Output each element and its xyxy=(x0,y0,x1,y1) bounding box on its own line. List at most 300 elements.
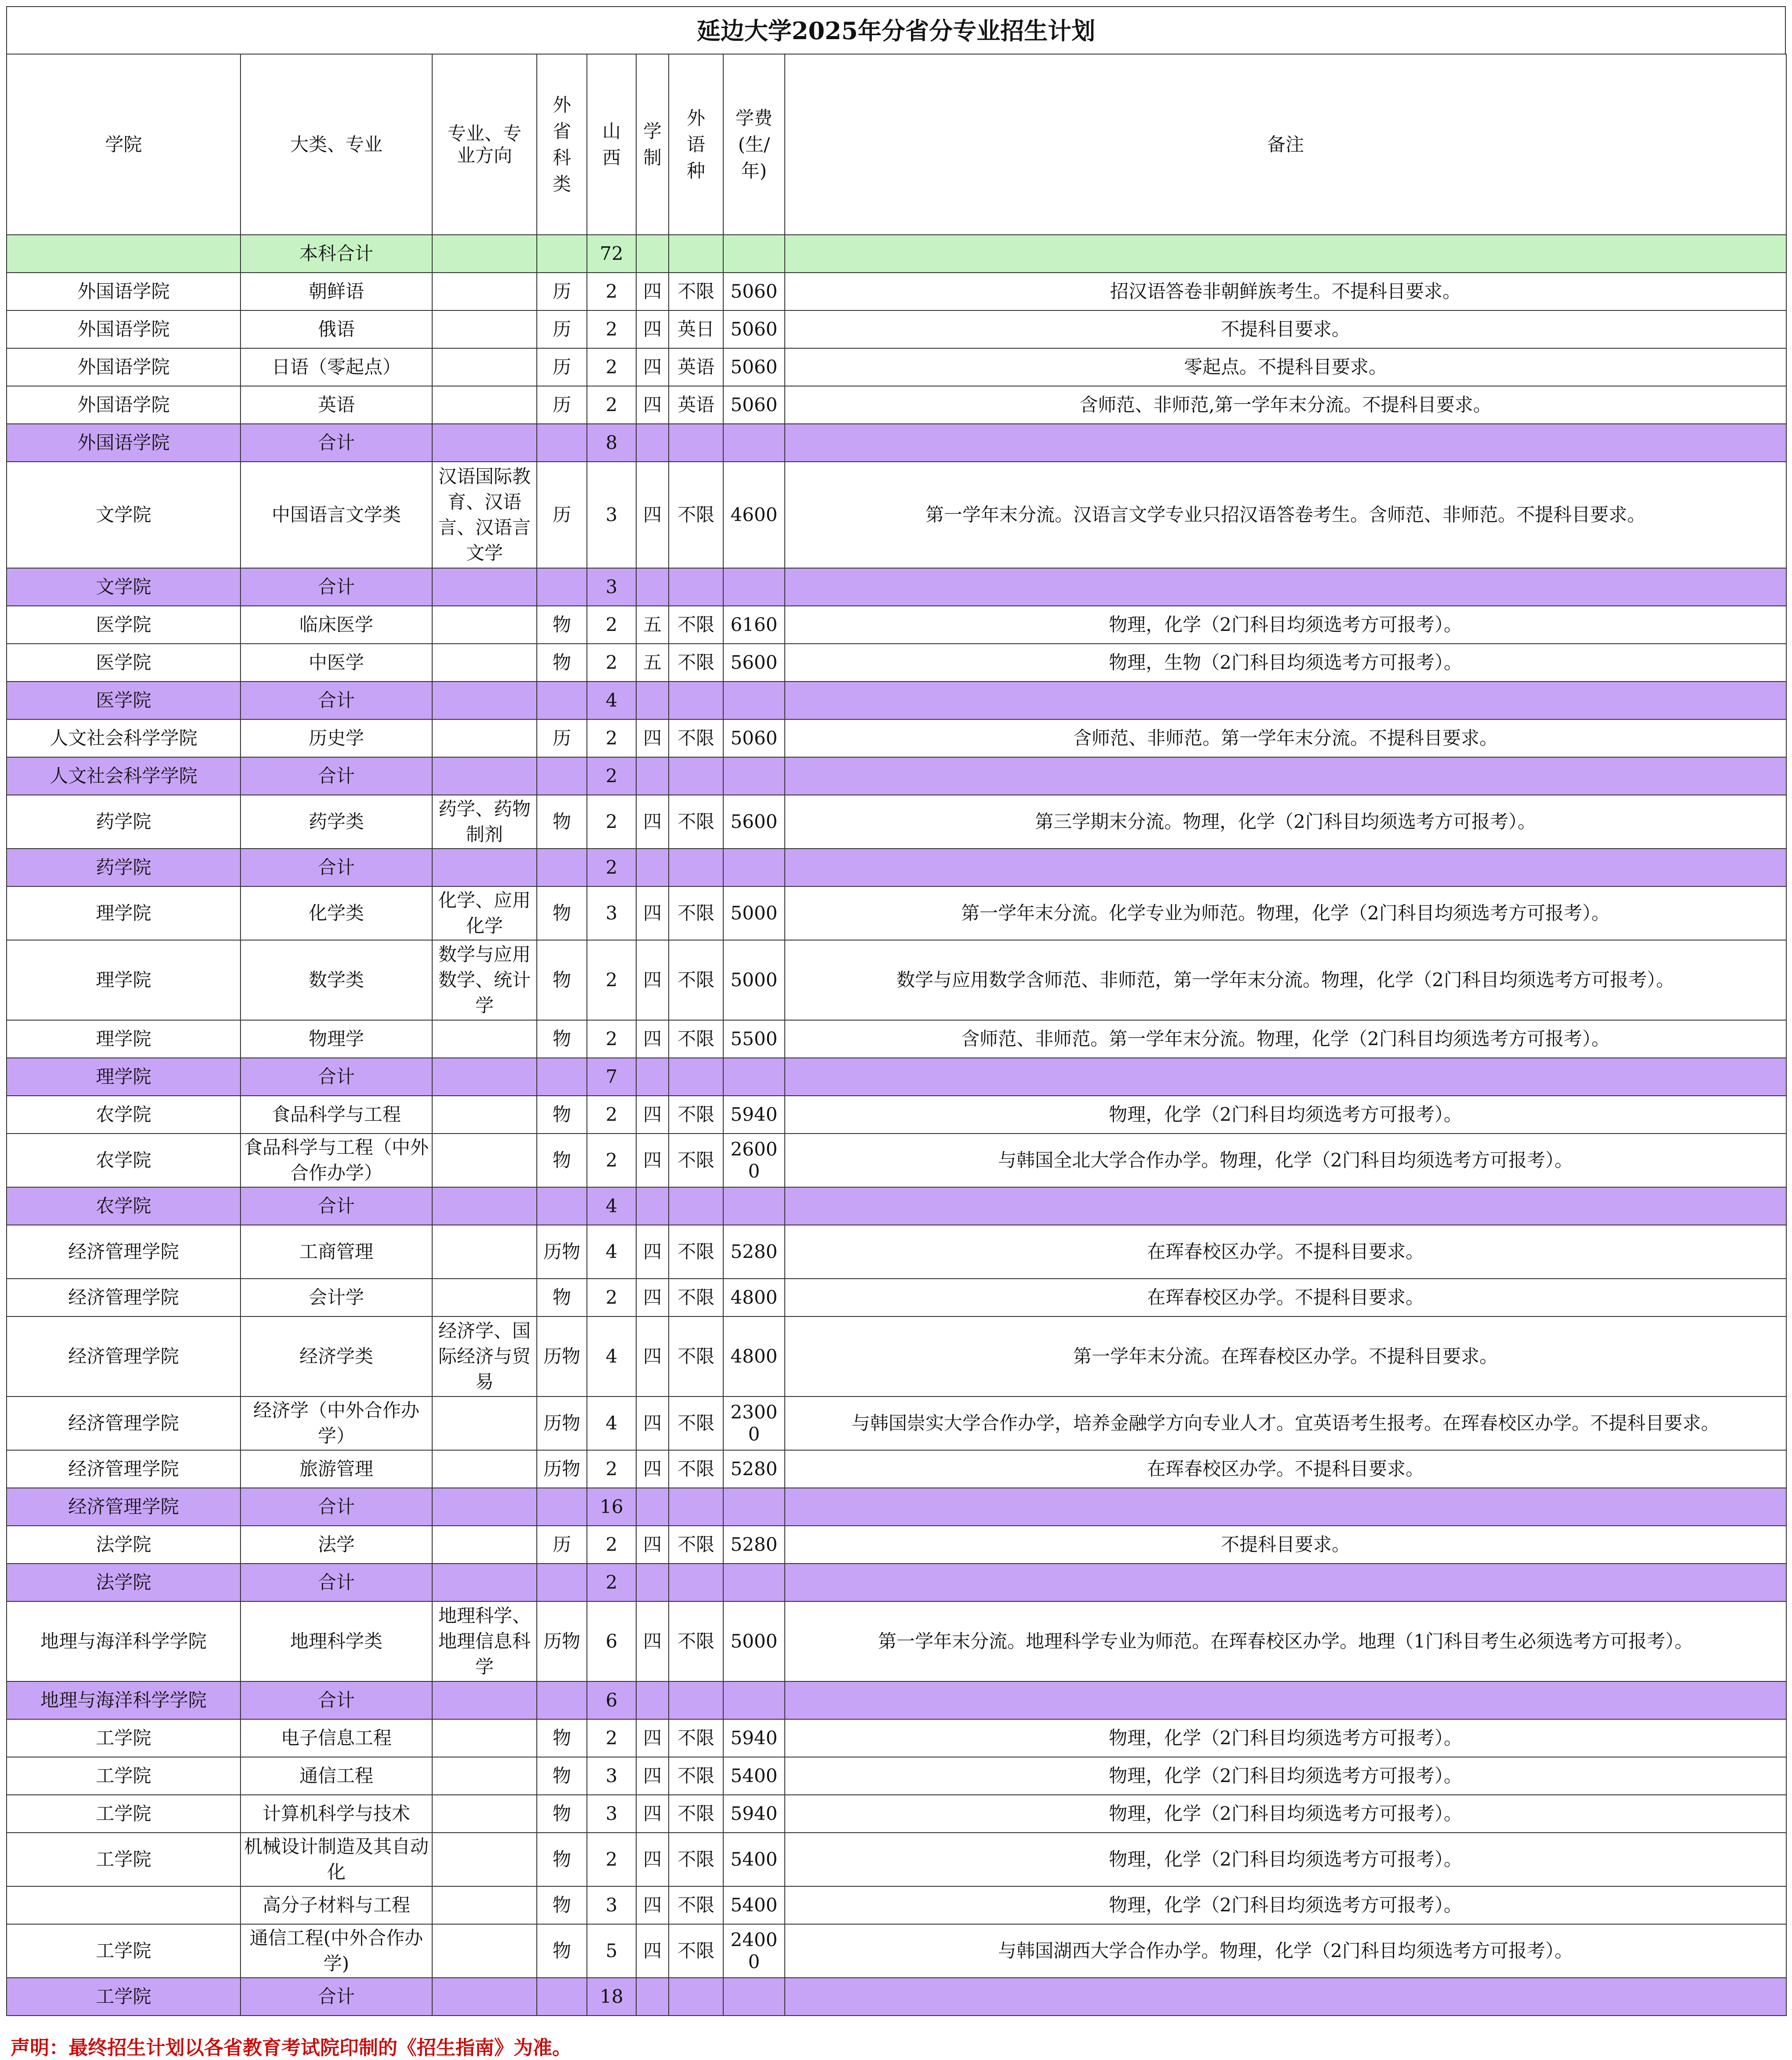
major-cell: 朝鲜语 xyxy=(240,273,432,310)
table-row xyxy=(7,1396,1786,1450)
major-cell: 通信工程 xyxy=(240,1757,432,1795)
direction-cell: 数学与应用数学、统计学 xyxy=(432,940,537,1020)
direction-cell xyxy=(432,568,537,606)
category-cell: 历物 xyxy=(537,1225,587,1279)
language-cell xyxy=(669,1681,723,1719)
shanxi-quota-cell: 2 xyxy=(587,849,636,886)
table-row xyxy=(7,886,1786,940)
remarks-cell: 物理，化学（2门科目均须选考方可报考）。 xyxy=(785,1096,1786,1134)
tuition-cell: 4800 xyxy=(723,1279,785,1316)
college-cell: 经济管理学院 xyxy=(7,1450,240,1488)
college-total-row xyxy=(7,424,1786,462)
college-cell: 文学院 xyxy=(7,568,240,606)
tuition-cell xyxy=(723,1681,785,1719)
remarks-cell: 物理，化学（2门科目均须选考方可报考）。 xyxy=(785,1757,1786,1795)
shanxi-quota-cell: 72 xyxy=(587,235,636,273)
tuition-cell xyxy=(723,1564,785,1601)
major-cell: 合计 xyxy=(240,1564,432,1601)
language-cell: 不限 xyxy=(669,644,723,682)
tuition-cell xyxy=(723,424,785,462)
tuition-cell: 4800 xyxy=(723,1316,785,1396)
tuition-cell: 5940 xyxy=(723,1795,785,1833)
table-row xyxy=(7,462,1786,568)
tuition-cell: 5600 xyxy=(723,644,785,682)
shanxi-quota-cell: 16 xyxy=(587,1488,636,1526)
language-cell xyxy=(669,1187,723,1225)
shanxi-quota-cell: 2 xyxy=(587,1719,636,1757)
shanxi-quota-cell: 18 xyxy=(587,1978,636,2016)
direction-cell xyxy=(432,1978,537,2016)
remarks-cell: 在珲春校区办学。不提科目要求。 xyxy=(785,1279,1786,1316)
major-cell: 合计 xyxy=(240,1187,432,1225)
college-cell: 经济管理学院 xyxy=(7,1225,240,1279)
shanxi-quota-cell: 3 xyxy=(587,462,636,568)
shanxi-quota-cell: 2 xyxy=(587,757,636,795)
duration-cell: 四 xyxy=(636,1396,669,1450)
direction-cell xyxy=(432,1096,537,1134)
duration-cell: 四 xyxy=(636,1886,669,1924)
direction-cell xyxy=(432,1719,537,1757)
language-cell: 不限 xyxy=(669,1924,723,1978)
tuition-cell xyxy=(723,757,785,795)
direction-cell xyxy=(432,644,537,682)
category-cell: 物 xyxy=(537,886,587,940)
direction-cell xyxy=(432,1279,537,1316)
duration-cell: 五 xyxy=(636,644,669,682)
shanxi-quota-cell: 2 xyxy=(587,940,636,1020)
major-cell: 物理学 xyxy=(240,1020,432,1058)
college-cell: 经济管理学院 xyxy=(7,1316,240,1396)
direction-cell xyxy=(432,273,537,310)
category-cell: 物 xyxy=(537,1833,587,1886)
shanxi-quota-cell: 2 xyxy=(587,310,636,348)
table-row xyxy=(7,1450,1786,1488)
duration-cell xyxy=(636,1058,669,1096)
category-cell: 物 xyxy=(537,1757,587,1795)
direction-cell xyxy=(432,1488,537,1526)
major-cell: 历史学 xyxy=(240,719,432,757)
shanxi-quota-cell: 2 xyxy=(587,1526,636,1564)
language-cell: 不限 xyxy=(669,606,723,644)
college-cell: 工学院 xyxy=(7,1719,240,1757)
language-cell: 不限 xyxy=(669,1833,723,1886)
table-row xyxy=(7,1886,1786,1924)
remarks-cell: 物理，生物（2门科目均须选考方可报考）。 xyxy=(785,644,1786,682)
direction-cell xyxy=(432,1757,537,1795)
table-row xyxy=(7,1757,1786,1795)
duration-cell: 四 xyxy=(636,1450,669,1488)
direction-cell xyxy=(432,757,537,795)
shanxi-quota-cell: 2 xyxy=(587,719,636,757)
language-cell: 英日 xyxy=(669,310,723,348)
tuition-cell xyxy=(723,1978,785,2016)
direction-cell xyxy=(432,1020,537,1058)
tuition-cell: 26000 xyxy=(723,1134,785,1187)
header-duration: 学 制 xyxy=(636,54,669,235)
language-cell: 不限 xyxy=(669,1757,723,1795)
college-total-row xyxy=(7,1978,1786,2016)
college-cell: 地理与海洋科学学院 xyxy=(7,1681,240,1719)
direction-cell xyxy=(432,1681,537,1719)
duration-cell xyxy=(636,1187,669,1225)
language-cell: 不限 xyxy=(669,719,723,757)
remarks-cell: 与韩国崇实大学合作办学，培养金融学方向专业人才。宜英语考生报考。在珲春校区办学。不提科目要求。 xyxy=(785,1396,1786,1450)
table-row xyxy=(7,1316,1786,1396)
college-total-row xyxy=(7,757,1786,795)
language-cell: 不限 xyxy=(669,1316,723,1396)
language-cell: 不限 xyxy=(669,1225,723,1279)
category-cell: 历 xyxy=(537,348,587,386)
shanxi-quota-cell: 3 xyxy=(587,1795,636,1833)
tuition-cell: 5940 xyxy=(723,1096,785,1134)
remarks-cell: 第一学年末分流。化学专业为师范。物理，化学（2门科目均须选考方可报考）。 xyxy=(785,886,1786,940)
college-cell: 理学院 xyxy=(7,1020,240,1058)
tuition-cell: 5940 xyxy=(723,1719,785,1757)
college-total-row xyxy=(7,1681,1786,1719)
college-cell: 医学院 xyxy=(7,644,240,682)
direction-cell xyxy=(432,1833,537,1886)
table-row xyxy=(7,310,1786,348)
duration-cell xyxy=(636,1978,669,2016)
college-cell: 理学院 xyxy=(7,940,240,1020)
duration-cell: 四 xyxy=(636,1279,669,1316)
college-total-row xyxy=(7,1488,1786,1526)
college-cell: 理学院 xyxy=(7,1058,240,1096)
college-cell: 外国语学院 xyxy=(7,273,240,310)
tuition-cell: 5500 xyxy=(723,1020,785,1058)
table-row xyxy=(7,1833,1786,1886)
major-cell: 旅游管理 xyxy=(240,1450,432,1488)
college-cell: 药学院 xyxy=(7,849,240,886)
major-cell: 经济学（中外合作办学） xyxy=(240,1396,432,1450)
table-row xyxy=(7,1719,1786,1757)
tuition-cell xyxy=(723,1187,785,1225)
language-cell: 英语 xyxy=(669,348,723,386)
category-cell: 物 xyxy=(537,940,587,1020)
remarks-cell: 第一学年末分流。在珲春校区办学。不提科目要求。 xyxy=(785,1316,1786,1396)
tuition-cell: 5280 xyxy=(723,1526,785,1564)
college-cell: 医学院 xyxy=(7,682,240,719)
major-cell: 经济学类 xyxy=(240,1316,432,1396)
category-cell xyxy=(537,682,587,719)
major-cell: 合计 xyxy=(240,424,432,462)
language-cell: 不限 xyxy=(669,940,723,1020)
direction-cell xyxy=(432,1058,537,1096)
remarks-cell: 不提科目要求。 xyxy=(785,310,1786,348)
remarks-cell: 在珲春校区办学。不提科目要求。 xyxy=(785,1225,1786,1279)
language-cell xyxy=(669,235,723,273)
duration-cell: 四 xyxy=(636,940,669,1020)
category-cell xyxy=(537,1564,587,1601)
duration-cell xyxy=(636,757,669,795)
duration-cell: 四 xyxy=(636,719,669,757)
duration-cell xyxy=(636,682,669,719)
remarks-cell: 与韩国湖西大学合作办学。物理，化学（2门科目均须选考方可报考）。 xyxy=(785,1924,1786,1978)
category-cell xyxy=(537,757,587,795)
table-header-row xyxy=(7,54,1786,235)
college-total-row xyxy=(7,1564,1786,1601)
category-cell: 历 xyxy=(537,310,587,348)
college-cell xyxy=(7,1886,240,1924)
language-cell: 不限 xyxy=(669,1279,723,1316)
language-cell: 不限 xyxy=(669,1719,723,1757)
college-cell xyxy=(7,235,240,273)
category-cell: 历物 xyxy=(537,1316,587,1396)
college-cell: 工学院 xyxy=(7,1924,240,1978)
category-cell: 物 xyxy=(537,1020,587,1058)
remarks-cell xyxy=(785,757,1786,795)
duration-cell: 四 xyxy=(636,273,669,310)
header-major: 大类、专业 xyxy=(240,54,432,235)
table-row xyxy=(7,644,1786,682)
college-total-row xyxy=(7,1058,1786,1096)
duration-cell: 五 xyxy=(636,606,669,644)
tuition-cell xyxy=(723,568,785,606)
remarks-cell: 第一学年末分流。地理科学专业为师范。在珲春校区办学。地理（1门科目考生必须选考方可报考）。 xyxy=(785,1601,1786,1681)
shanxi-quota-cell: 3 xyxy=(587,568,636,606)
table-row xyxy=(7,1096,1786,1134)
shanxi-quota-cell: 4 xyxy=(587,1187,636,1225)
major-cell: 合计 xyxy=(240,849,432,886)
tuition-cell: 5060 xyxy=(723,348,785,386)
college-cell: 工学院 xyxy=(7,1833,240,1886)
major-cell: 本科合计 xyxy=(240,235,432,273)
remarks-cell: 含师范、非师范。第一学年末分流。不提科目要求。 xyxy=(785,719,1786,757)
duration-cell: 四 xyxy=(636,795,669,849)
tuition-cell xyxy=(723,682,785,719)
college-cell: 地理与海洋科学学院 xyxy=(7,1601,240,1681)
header-remarks: 备注 xyxy=(785,54,1786,235)
major-cell: 会计学 xyxy=(240,1279,432,1316)
duration-cell: 四 xyxy=(636,886,669,940)
language-cell: 不限 xyxy=(669,1886,723,1924)
remarks-cell xyxy=(785,1488,1786,1526)
college-cell: 文学院 xyxy=(7,462,240,568)
category-cell: 物 xyxy=(537,1096,587,1134)
duration-cell: 四 xyxy=(636,1601,669,1681)
remarks-cell xyxy=(785,1978,1786,2016)
direction-cell: 化学、应用化学 xyxy=(432,886,537,940)
major-cell: 英语 xyxy=(240,386,432,424)
direction-cell xyxy=(432,1225,537,1279)
remarks-cell: 物理，化学（2门科目均须选考方可报考）。 xyxy=(785,1886,1786,1924)
college-cell: 人文社会科学学院 xyxy=(7,757,240,795)
language-cell xyxy=(669,682,723,719)
shanxi-quota-cell: 8 xyxy=(587,424,636,462)
category-cell: 历物 xyxy=(537,1450,587,1488)
shanxi-quota-cell: 2 xyxy=(587,1564,636,1601)
duration-cell: 四 xyxy=(636,348,669,386)
shanxi-quota-cell: 4 xyxy=(587,1396,636,1450)
category-cell: 历物 xyxy=(537,1396,587,1450)
remarks-cell: 含师范、非师范,第一学年末分流。不提科目要求。 xyxy=(785,386,1786,424)
shanxi-quota-cell: 4 xyxy=(587,682,636,719)
remarks-cell: 在珲春校区办学。不提科目要求。 xyxy=(785,1450,1786,1488)
major-cell: 高分子材料与工程 xyxy=(240,1886,432,1924)
duration-cell xyxy=(636,235,669,273)
tuition-cell: 5000 xyxy=(723,940,785,1020)
admission-plan-table xyxy=(6,54,1787,2016)
tuition-cell: 5400 xyxy=(723,1757,785,1795)
direction-cell xyxy=(432,424,537,462)
shanxi-quota-cell: 3 xyxy=(587,886,636,940)
remarks-cell: 物理，化学（2门科目均须选考方可报考）。 xyxy=(785,1719,1786,1757)
college-cell: 法学院 xyxy=(7,1526,240,1564)
college-cell: 经济管理学院 xyxy=(7,1396,240,1450)
category-cell xyxy=(537,1978,587,2016)
major-cell: 合计 xyxy=(240,1488,432,1526)
college-cell: 工学院 xyxy=(7,1757,240,1795)
category-cell: 历 xyxy=(537,462,587,568)
tuition-cell: 5280 xyxy=(723,1450,785,1488)
major-cell: 临床医学 xyxy=(240,606,432,644)
duration-cell xyxy=(636,1564,669,1601)
category-cell xyxy=(537,1681,587,1719)
major-cell: 日语（零起点） xyxy=(240,348,432,386)
remarks-cell xyxy=(785,1187,1786,1225)
college-cell: 农学院 xyxy=(7,1187,240,1225)
language-cell xyxy=(669,1058,723,1096)
duration-cell: 四 xyxy=(636,1225,669,1279)
major-cell: 合计 xyxy=(240,757,432,795)
duration-cell xyxy=(636,1681,669,1719)
major-cell: 食品科学与工程（中外合作办学） xyxy=(240,1134,432,1187)
table-row xyxy=(7,1795,1786,1833)
remarks-cell xyxy=(785,849,1786,886)
remarks-cell: 含师范、非师范。第一学年末分流。物理，化学（2门科目均须选考方可报考）。 xyxy=(785,1020,1786,1058)
college-total-row xyxy=(7,849,1786,886)
category-cell: 历物 xyxy=(537,1601,587,1681)
tuition-cell: 6160 xyxy=(723,606,785,644)
college-cell: 经济管理学院 xyxy=(7,1279,240,1316)
major-cell: 中医学 xyxy=(240,644,432,682)
tuition-cell: 5400 xyxy=(723,1833,785,1886)
shanxi-quota-cell: 2 xyxy=(587,1020,636,1058)
category-cell xyxy=(537,568,587,606)
header-language: 外 语 种 xyxy=(669,54,723,235)
category-cell xyxy=(537,849,587,886)
duration-cell: 四 xyxy=(636,1096,669,1134)
shanxi-quota-cell: 7 xyxy=(587,1058,636,1096)
major-cell: 工商管理 xyxy=(240,1225,432,1279)
category-cell xyxy=(537,1058,587,1096)
sheet-title: 延边大学2025年分省分专业招生计划 xyxy=(6,6,1786,54)
language-cell: 不限 xyxy=(669,795,723,849)
table-row xyxy=(7,348,1786,386)
language-cell: 不限 xyxy=(669,886,723,940)
category-cell: 物 xyxy=(537,1719,587,1757)
duration-cell: 四 xyxy=(636,310,669,348)
shanxi-quota-cell: 6 xyxy=(587,1681,636,1719)
category-cell xyxy=(537,1187,587,1225)
direction-cell xyxy=(432,1187,537,1225)
table-row xyxy=(7,719,1786,757)
duration-cell: 四 xyxy=(636,1020,669,1058)
table-row xyxy=(7,606,1786,644)
grand-total-row xyxy=(7,235,1786,273)
direction-cell xyxy=(432,682,537,719)
shanxi-quota-cell: 2 xyxy=(587,1833,636,1886)
language-cell xyxy=(669,1978,723,2016)
duration-cell: 四 xyxy=(636,1719,669,1757)
major-cell: 俄语 xyxy=(240,310,432,348)
college-cell: 医学院 xyxy=(7,606,240,644)
shanxi-quota-cell: 6 xyxy=(587,1601,636,1681)
duration-cell: 四 xyxy=(636,1924,669,1978)
shanxi-quota-cell: 4 xyxy=(587,1316,636,1396)
college-cell: 药学院 xyxy=(7,795,240,849)
shanxi-quota-cell: 4 xyxy=(587,1225,636,1279)
remarks-cell xyxy=(785,1681,1786,1719)
direction-cell xyxy=(432,1886,537,1924)
language-cell: 英语 xyxy=(669,386,723,424)
college-cell: 法学院 xyxy=(7,1564,240,1601)
college-total-row xyxy=(7,1187,1786,1225)
language-cell xyxy=(669,849,723,886)
language-cell xyxy=(669,424,723,462)
category-cell xyxy=(537,424,587,462)
category-cell xyxy=(537,1488,587,1526)
direction-cell: 经济学、国际经济与贸易 xyxy=(432,1316,537,1396)
admission-plan-sheet xyxy=(6,6,1786,2060)
duration-cell xyxy=(636,849,669,886)
remarks-cell: 物理，化学（2门科目均须选考方可报考）。 xyxy=(785,1833,1786,1886)
table-row xyxy=(7,1134,1786,1187)
remarks-cell xyxy=(785,424,1786,462)
major-cell: 化学类 xyxy=(240,886,432,940)
tuition-cell xyxy=(723,849,785,886)
duration-cell: 四 xyxy=(636,462,669,568)
remarks-cell: 与韩国全北大学合作办学。物理，化学（2门科目均须选考方可报考）。 xyxy=(785,1134,1786,1187)
shanxi-quota-cell: 2 xyxy=(587,606,636,644)
header-college: 学院 xyxy=(7,54,240,235)
table-row xyxy=(7,1924,1786,1978)
college-cell: 外国语学院 xyxy=(7,348,240,386)
category-cell: 物 xyxy=(537,606,587,644)
major-cell: 通信工程(中外合作办学) xyxy=(240,1924,432,1978)
shanxi-quota-cell: 3 xyxy=(587,1886,636,1924)
tuition-cell: 5060 xyxy=(723,386,785,424)
language-cell: 不限 xyxy=(669,1020,723,1058)
shanxi-quota-cell: 2 xyxy=(587,1450,636,1488)
tuition-cell: 5400 xyxy=(723,1886,785,1924)
language-cell: 不限 xyxy=(669,1450,723,1488)
major-cell: 法学 xyxy=(240,1526,432,1564)
category-cell: 物 xyxy=(537,644,587,682)
language-cell: 不限 xyxy=(669,1134,723,1187)
table-row xyxy=(7,386,1786,424)
category-cell: 物 xyxy=(537,1795,587,1833)
direction-cell xyxy=(432,235,537,273)
language-cell: 不限 xyxy=(669,1096,723,1134)
shanxi-quota-cell: 5 xyxy=(587,1924,636,1978)
major-cell: 计算机科学与技术 xyxy=(240,1795,432,1833)
shanxi-quota-cell: 2 xyxy=(587,795,636,849)
header-shanxi: 山 西 xyxy=(587,54,636,235)
direction-cell xyxy=(432,310,537,348)
direction-cell: 地理科学、地理信息科学 xyxy=(432,1601,537,1681)
college-cell: 人文社会科学学院 xyxy=(7,719,240,757)
shanxi-quota-cell: 2 xyxy=(587,386,636,424)
category-cell: 历 xyxy=(537,1526,587,1564)
duration-cell: 四 xyxy=(636,1316,669,1396)
tuition-cell: 5280 xyxy=(723,1225,785,1279)
direction-cell xyxy=(432,1526,537,1564)
category-cell xyxy=(537,235,587,273)
duration-cell: 四 xyxy=(636,1526,669,1564)
table-row xyxy=(7,1279,1786,1316)
language-cell xyxy=(669,1564,723,1601)
